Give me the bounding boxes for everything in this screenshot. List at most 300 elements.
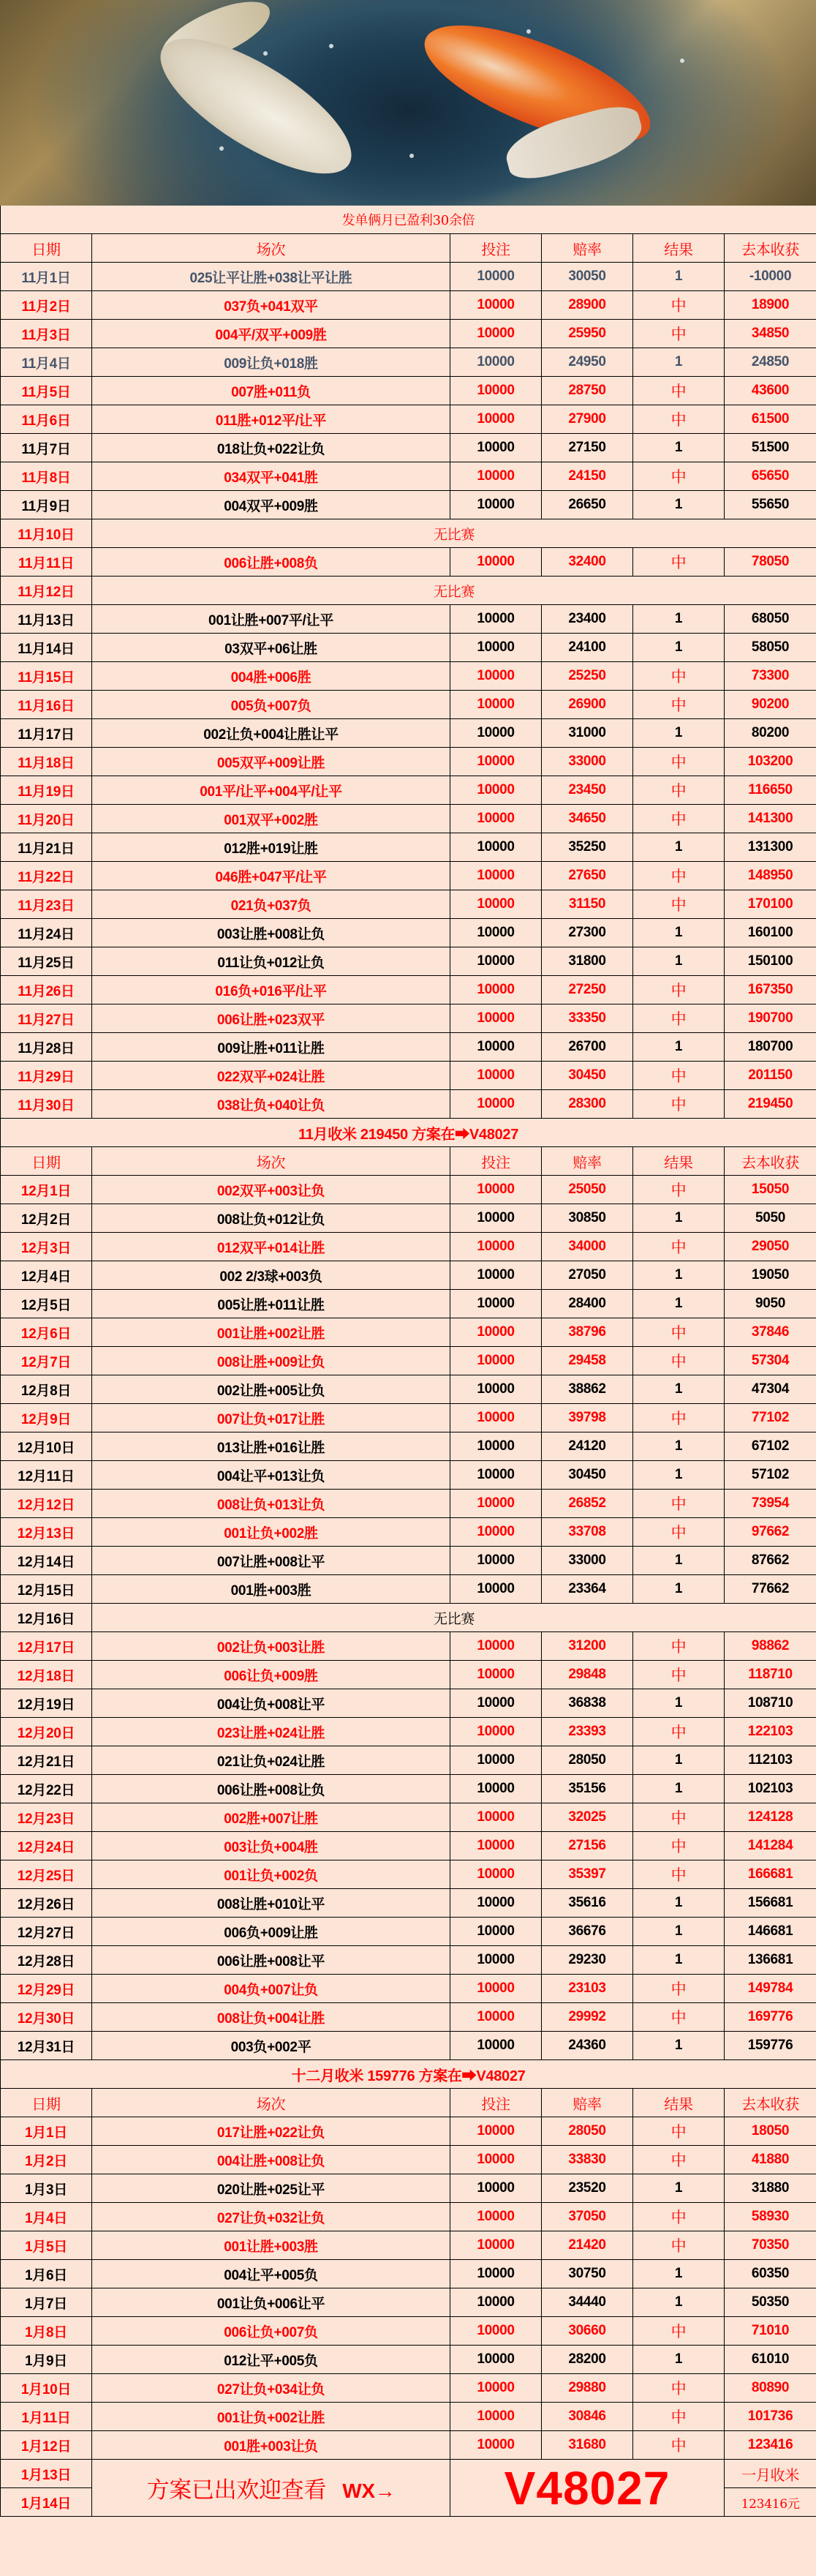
date-cell: 12月7日 <box>1 1347 92 1375</box>
odds-cell: 24120 <box>542 1432 633 1461</box>
table-row <box>1 1575 816 1604</box>
result-cell: 1 <box>633 919 725 947</box>
table-row <box>1 577 816 605</box>
date-cell: 12月9日 <box>1 1404 92 1432</box>
match-cell: 038让负+040让负 <box>92 1090 450 1119</box>
table-row <box>1 805 816 833</box>
water-sparkle <box>680 59 684 63</box>
profit-cell: 73954 <box>725 1490 816 1518</box>
result-cell: 中 <box>633 776 725 805</box>
header-stake: 投注 <box>450 2089 542 2117</box>
match-cell: 001胜+003胜 <box>92 1575 450 1604</box>
table-row <box>1 605 816 634</box>
table-row <box>1 1490 816 1518</box>
stake-cell: 10000 <box>450 462 542 491</box>
odds-cell: 39798 <box>542 1404 633 1432</box>
profit-cell: 37846 <box>725 1318 816 1347</box>
odds-cell: 30450 <box>542 1461 633 1490</box>
profit-cell: 51500 <box>725 434 816 462</box>
match-cell: 007让负+017让胜 <box>92 1404 450 1432</box>
result-cell: 中 <box>633 1062 725 1090</box>
profit-cell: 97662 <box>725 1518 816 1547</box>
match-cell: 001双平+002胜 <box>92 805 450 833</box>
odds-cell: 23393 <box>542 1718 633 1746</box>
profit-cell: 90200 <box>725 691 816 719</box>
table-row <box>1 2003 816 2032</box>
odds-cell: 23450 <box>542 776 633 805</box>
table-row <box>1 1375 816 1404</box>
table-row <box>1 1461 816 1490</box>
header-date: 日期 <box>1 2089 92 2117</box>
table-row <box>1 2117 816 2146</box>
stake-cell: 10000 <box>450 2374 542 2403</box>
profit-cell: 148950 <box>725 862 816 890</box>
odds-cell: 29230 <box>542 1946 633 1975</box>
stake-cell: 10000 <box>450 2231 542 2260</box>
wx-label: WX→ <box>342 2479 396 2502</box>
stake-cell: 10000 <box>450 434 542 462</box>
odds-cell: 34000 <box>542 1233 633 1261</box>
stake-cell: 10000 <box>450 2260 542 2288</box>
result-cell: 1 <box>633 833 725 862</box>
result-cell: 中 <box>633 377 725 405</box>
profit-cell: 61010 <box>725 2346 816 2374</box>
odds-cell: 28400 <box>542 1290 633 1318</box>
result-cell: 1 <box>633 1432 725 1461</box>
stake-cell: 10000 <box>450 320 542 348</box>
stake-cell: 10000 <box>450 263 542 291</box>
odds-cell: 29880 <box>542 2374 633 2403</box>
date-cell: 11月15日 <box>1 662 92 691</box>
stake-cell: 10000 <box>450 1176 542 1204</box>
match-cell: 002 2/3球+003负 <box>92 1261 450 1290</box>
match-cell: 003负+002平 <box>92 2032 450 2060</box>
stake-cell: 10000 <box>450 1518 542 1547</box>
table-row <box>1 1889 816 1918</box>
profit-cell: 169776 <box>725 2003 816 2032</box>
stake-cell: 10000 <box>450 662 542 691</box>
date-cell: 11月2日 <box>1 291 92 320</box>
match-cell: 003让负+004胜 <box>92 1832 450 1860</box>
column-header-row <box>1 234 816 263</box>
match-cell: 006让负+007负 <box>92 2317 450 2346</box>
date-cell: 1月9日 <box>1 2346 92 2374</box>
header-match: 场次 <box>92 1147 450 1176</box>
profit-cell: 141300 <box>725 805 816 833</box>
table-row <box>1 1290 816 1318</box>
profit-cell: 160100 <box>725 919 816 947</box>
profit-cell: 19050 <box>725 1261 816 1290</box>
match-cell: 002让负+003让胜 <box>92 1632 450 1661</box>
stake-cell: 10000 <box>450 1033 542 1062</box>
profit-cell: 43600 <box>725 377 816 405</box>
match-cell: 006让胜+008让平 <box>92 1946 450 1975</box>
profit-cell: 124128 <box>725 1803 816 1832</box>
result-cell: 中 <box>633 2403 725 2431</box>
profit-cell: 167350 <box>725 976 816 1005</box>
result-cell: 1 <box>633 1575 725 1604</box>
stake-cell: 10000 <box>450 2146 542 2174</box>
result-cell: 1 <box>633 434 725 462</box>
match-cell: 006让胜+023双平 <box>92 1005 450 1033</box>
month-total-label: 一月收米 <box>725 2460 816 2488</box>
date-cell: 12月19日 <box>1 1689 92 1718</box>
profit-cell: 58930 <box>725 2203 816 2231</box>
table-row <box>1 1261 816 1290</box>
profit-cell: 77662 <box>725 1575 816 1604</box>
result-cell: 中 <box>633 1975 725 2003</box>
table-row <box>1 263 816 291</box>
water-sparkle <box>329 44 333 48</box>
match-cell: 008让负+012让负 <box>92 1204 450 1233</box>
date-cell: 1月14日 <box>1 2488 92 2517</box>
profit-cell: 170100 <box>725 890 816 919</box>
result-cell: 中 <box>633 1518 725 1547</box>
odds-cell: 25250 <box>542 662 633 691</box>
stake-cell: 10000 <box>450 1547 542 1575</box>
result-cell: 1 <box>633 1946 725 1975</box>
match-cell: 025让平让胜+038让平让胜 <box>92 263 450 291</box>
date-cell: 12月17日 <box>1 1632 92 1661</box>
stake-cell: 10000 <box>450 1803 542 1832</box>
stake-cell: 10000 <box>450 1318 542 1347</box>
table-row <box>1 1918 816 1946</box>
odds-cell: 31150 <box>542 890 633 919</box>
profit-cell: 65650 <box>725 462 816 491</box>
date-cell: 11月3日 <box>1 320 92 348</box>
table-row <box>1 890 816 919</box>
odds-cell: 28050 <box>542 2117 633 2146</box>
month-summary: 11月收米 219450 方案在➡V48027 <box>1 1119 816 1147</box>
profit-cell: 78050 <box>725 548 816 577</box>
table-row <box>1 2032 816 2060</box>
date-cell: 1月3日 <box>1 2174 92 2203</box>
promo-cell <box>92 2460 450 2517</box>
stake-cell: 10000 <box>450 1575 542 1604</box>
stake-cell: 10000 <box>450 1832 542 1860</box>
odds-cell: 31680 <box>542 2431 633 2460</box>
date-cell: 11月10日 <box>1 519 92 548</box>
match-cell: 005负+007负 <box>92 691 450 719</box>
odds-cell: 26700 <box>542 1033 633 1062</box>
date-cell: 1月7日 <box>1 2288 92 2317</box>
odds-cell: 33000 <box>542 748 633 776</box>
result-cell: 中 <box>633 1860 725 1889</box>
date-cell: 1月2日 <box>1 2146 92 2174</box>
stake-cell: 10000 <box>450 291 542 320</box>
result-cell: 1 <box>633 1775 725 1803</box>
header-result: 结果 <box>633 2089 725 2117</box>
table-row <box>1 1661 816 1689</box>
table-row <box>1 1062 816 1090</box>
header-result: 结果 <box>633 234 725 263</box>
date-cell: 11月23日 <box>1 890 92 919</box>
table-row <box>1 1547 816 1575</box>
table-row <box>1 1718 816 1746</box>
table-row <box>1 947 816 976</box>
date-cell: 12月31日 <box>1 2032 92 2060</box>
match-cell: 005双平+009让胜 <box>92 748 450 776</box>
table-row <box>1 1975 816 2003</box>
profit-cell: -10000 <box>725 263 816 291</box>
result-cell: 中 <box>633 1832 725 1860</box>
stake-cell: 10000 <box>450 805 542 833</box>
profit-cell: 67102 <box>725 1432 816 1461</box>
match-cell: 011让负+012让负 <box>92 947 450 976</box>
table-row <box>1 1347 816 1375</box>
table-row <box>1 2317 816 2346</box>
stake-cell: 10000 <box>450 1290 542 1318</box>
odds-cell: 31200 <box>542 1632 633 1661</box>
match-cell: 006负+009让胜 <box>92 1918 450 1946</box>
table-row <box>1 548 816 577</box>
odds-cell: 35156 <box>542 1775 633 1803</box>
stake-cell: 10000 <box>450 1689 542 1718</box>
date-cell: 11月14日 <box>1 634 92 662</box>
odds-cell: 28050 <box>542 1746 633 1775</box>
date-cell: 12月18日 <box>1 1661 92 1689</box>
date-cell: 1月4日 <box>1 2203 92 2231</box>
date-cell: 11月20日 <box>1 805 92 833</box>
odds-cell: 24360 <box>542 2032 633 2060</box>
table-row <box>1 2174 816 2203</box>
stake-cell: 10000 <box>450 890 542 919</box>
stake-cell: 10000 <box>450 1632 542 1661</box>
odds-cell: 34440 <box>542 2288 633 2317</box>
match-cell: 004平/双平+009胜 <box>92 320 450 348</box>
month-summary-row <box>1 2060 816 2089</box>
header-odds: 赔率 <box>542 234 633 263</box>
match-cell: 046胜+047平/让平 <box>92 862 450 890</box>
odds-cell: 24950 <box>542 348 633 377</box>
stake-cell: 10000 <box>450 748 542 776</box>
date-cell: 12月21日 <box>1 1746 92 1775</box>
table-row <box>1 662 816 691</box>
match-cell: 017让胜+022让负 <box>92 2117 450 2146</box>
table-row <box>1 2403 816 2431</box>
header-profit: 去本收获 <box>725 2089 816 2117</box>
match-cell: 002胜+007让胜 <box>92 1803 450 1832</box>
match-cell: 005让胜+011让胜 <box>92 1290 450 1318</box>
odds-cell: 27156 <box>542 1832 633 1860</box>
date-cell: 12月22日 <box>1 1775 92 1803</box>
stake-cell: 10000 <box>450 605 542 634</box>
profit-cell: 60350 <box>725 2260 816 2288</box>
date-cell: 12月26日 <box>1 1889 92 1918</box>
match-cell: 012双平+014让胜 <box>92 1233 450 1261</box>
result-cell: 1 <box>633 1918 725 1946</box>
table-row <box>1 1033 816 1062</box>
koi-banner-image <box>0 0 816 206</box>
odds-cell: 26650 <box>542 491 633 519</box>
stake-cell: 10000 <box>450 2003 542 2032</box>
odds-cell: 35616 <box>542 1889 633 1918</box>
result-cell: 1 <box>633 1033 725 1062</box>
profit-cell: 123416 <box>725 2431 816 2460</box>
date-cell: 12月15日 <box>1 1575 92 1604</box>
profit-cell: 73300 <box>725 662 816 691</box>
table-row <box>1 1233 816 1261</box>
stake-cell: 10000 <box>450 2317 542 2346</box>
odds-cell: 36676 <box>542 1918 633 1946</box>
date-cell: 11月24日 <box>1 919 92 947</box>
table-row <box>1 2260 816 2288</box>
match-cell: 022双平+024让胜 <box>92 1062 450 1090</box>
match-cell: 021让负+024让胜 <box>92 1746 450 1775</box>
stake-cell: 10000 <box>450 1375 542 1404</box>
stake-cell: 10000 <box>450 1404 542 1432</box>
result-cell: 中 <box>633 976 725 1005</box>
date-cell: 11月16日 <box>1 691 92 719</box>
table-row <box>1 1318 816 1347</box>
profit-cell: 18900 <box>725 291 816 320</box>
table-row <box>1 405 816 434</box>
stake-cell: 10000 <box>450 776 542 805</box>
match-cell: 008让胜+009让负 <box>92 1347 450 1375</box>
match-cell: 002让胜+005让负 <box>92 1375 450 1404</box>
match-cell: 03双平+06让胜 <box>92 634 450 662</box>
table-row <box>1 919 816 947</box>
profit-cell: 70350 <box>725 2231 816 2260</box>
odds-cell: 30050 <box>542 263 633 291</box>
table-row <box>1 1404 816 1432</box>
result-cell: 中 <box>633 748 725 776</box>
table-row <box>1 462 816 491</box>
stake-cell: 10000 <box>450 862 542 890</box>
water-sparkle <box>526 29 531 34</box>
table-row <box>1 833 816 862</box>
profit-cell: 102103 <box>725 1775 816 1803</box>
date-cell: 12月11日 <box>1 1461 92 1490</box>
stake-cell: 10000 <box>450 1746 542 1775</box>
odds-cell: 30450 <box>542 1062 633 1090</box>
match-cell: 012让平+005负 <box>92 2346 450 2374</box>
date-cell: 1月6日 <box>1 2260 92 2288</box>
profit-cell: 159776 <box>725 2032 816 2060</box>
date-cell: 12月25日 <box>1 1860 92 1889</box>
table-row <box>1 348 816 377</box>
match-cell: 001让胜+007平/让平 <box>92 605 450 634</box>
no-match-cell: 无比赛 <box>92 1604 816 1632</box>
odds-cell: 25950 <box>542 320 633 348</box>
table-row <box>1 862 816 890</box>
match-cell: 003让胜+008让负 <box>92 919 450 947</box>
result-cell: 中 <box>633 2203 725 2231</box>
table-row <box>1 691 816 719</box>
match-cell: 001让胜+003胜 <box>92 2231 450 2260</box>
table-row <box>1 1775 816 1803</box>
result-cell: 中 <box>633 1005 725 1033</box>
table-row <box>1 1204 816 1233</box>
stake-cell: 10000 <box>450 1432 542 1461</box>
no-match-cell: 无比赛 <box>92 519 816 548</box>
header-result: 结果 <box>633 1147 725 1176</box>
odds-cell: 28300 <box>542 1090 633 1119</box>
profit-cell: 166681 <box>725 1860 816 1889</box>
odds-cell: 36838 <box>542 1689 633 1718</box>
date-cell: 12月29日 <box>1 1975 92 2003</box>
match-cell: 001让负+006让平 <box>92 2288 450 2317</box>
no-match-cell: 无比赛 <box>92 577 816 605</box>
match-cell: 037负+041双平 <box>92 291 450 320</box>
date-cell: 1月12日 <box>1 2431 92 2460</box>
odds-cell: 33000 <box>542 1547 633 1575</box>
odds-cell: 38862 <box>542 1375 633 1404</box>
odds-cell: 26900 <box>542 691 633 719</box>
header-profit: 去本收获 <box>725 1147 816 1176</box>
result-cell: 中 <box>633 1490 725 1518</box>
result-cell: 中 <box>633 2003 725 2032</box>
table-row <box>1 2431 816 2460</box>
odds-cell: 30750 <box>542 2260 633 2288</box>
result-cell: 中 <box>633 548 725 577</box>
date-cell: 11月25日 <box>1 947 92 976</box>
table-row <box>1 1946 816 1975</box>
result-cell: 1 <box>633 1375 725 1404</box>
table-row <box>1 748 816 776</box>
date-cell: 11月8日 <box>1 462 92 491</box>
profit-cell: 87662 <box>725 1547 816 1575</box>
date-cell: 12月23日 <box>1 1803 92 1832</box>
date-cell: 1月5日 <box>1 2231 92 2260</box>
result-cell: 1 <box>633 719 725 748</box>
match-cell: 023让胜+024让胜 <box>92 1718 450 1746</box>
white-koi <box>142 14 371 198</box>
date-cell: 12月16日 <box>1 1604 92 1632</box>
result-cell: 中 <box>633 1347 725 1375</box>
result-cell: 1 <box>633 1547 725 1575</box>
table-row <box>1 320 816 348</box>
odds-cell: 24100 <box>542 634 633 662</box>
odds-cell: 25050 <box>542 1176 633 1204</box>
date-cell: 11月11日 <box>1 548 92 577</box>
profit-cell: 41880 <box>725 2146 816 2174</box>
date-cell: 11月29日 <box>1 1062 92 1090</box>
result-cell: 中 <box>633 2231 725 2260</box>
result-cell: 中 <box>633 2146 725 2174</box>
table-row <box>1 377 816 405</box>
date-cell: 12月20日 <box>1 1718 92 1746</box>
odds-cell: 33708 <box>542 1518 633 1547</box>
profit-cell: 9050 <box>725 1290 816 1318</box>
result-cell: 中 <box>633 1318 725 1347</box>
header-match: 场次 <box>92 234 450 263</box>
stake-cell: 10000 <box>450 2431 542 2460</box>
column-header-row <box>1 1147 816 1176</box>
header-stake: 投注 <box>450 1147 542 1176</box>
profit-cell: 24850 <box>725 348 816 377</box>
stake-cell: 10000 <box>450 1233 542 1261</box>
stake-cell: 10000 <box>450 634 542 662</box>
date-cell: 11月21日 <box>1 833 92 862</box>
odds-cell: 23103 <box>542 1975 633 2003</box>
odds-cell: 27050 <box>542 1261 633 1290</box>
profit-cell: 101736 <box>725 2403 816 2431</box>
profit-cell: 55650 <box>725 491 816 519</box>
month-summary-row <box>1 1119 816 1147</box>
match-cell: 027让负+034让负 <box>92 2374 450 2403</box>
stake-cell: 10000 <box>450 947 542 976</box>
result-cell: 1 <box>633 1889 725 1918</box>
table-row <box>1 2374 816 2403</box>
odds-cell: 35250 <box>542 833 633 862</box>
date-cell: 11月27日 <box>1 1005 92 1033</box>
table-row <box>1 1803 816 1832</box>
result-cell: 1 <box>633 1689 725 1718</box>
date-cell: 12月5日 <box>1 1290 92 1318</box>
table-row <box>1 1689 816 1718</box>
profit-cell: 50350 <box>725 2288 816 2317</box>
